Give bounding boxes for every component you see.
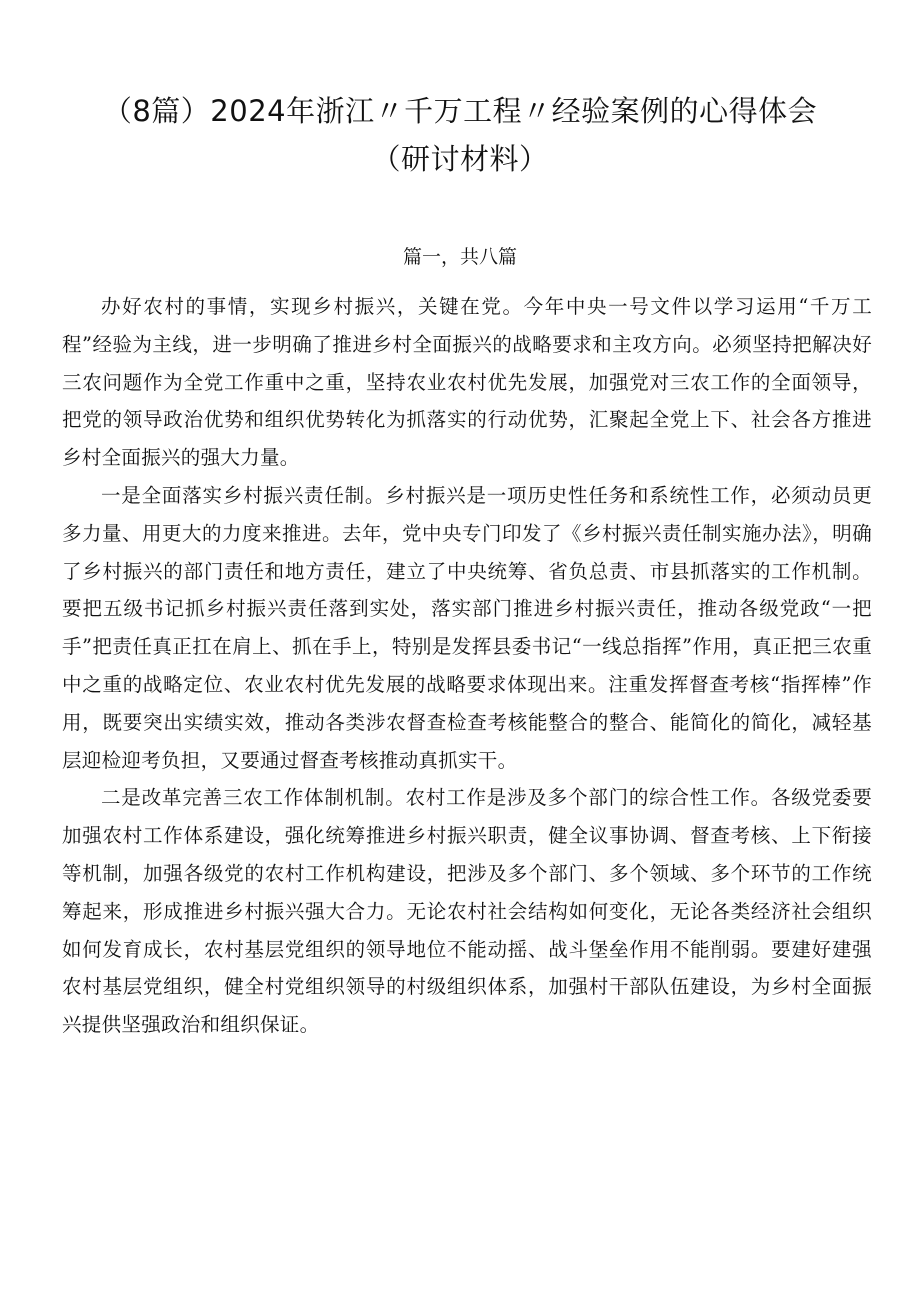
document-title-line2: （研讨材料） — [371, 142, 549, 176]
paragraph-intro: 办好农村的事情，实现乡村振兴，关键在党。今年中央一号文件以学习运用“千万工程”经验为主线，进一步明确了推进乡村全面振兴的战略要求和主攻方向。必须坚持把解决好三农问题作为全党工作重中之重，坚持农业农村优先发展，加强党对三农工作的全面领导，把党的领导政治优势和组织优势转化为抓落实的行动优势，汇聚起全党上下、社会各方推进乡村全面振兴的强大力量。 — [62, 295, 872, 470]
paragraph-point-two: 二是改革完善三农工作体制机制。农村工作是涉及多个部门的综合性工作。各级党委要加强农村工作体系建设，强化统筹推进乡村振兴职责，健全议事协调、督查考核、上下衔接等机制，加强各级党的农村工作机构建设，把涉及多个部门、多个领域、多个环节的工作统筹起来，形成推进乡村振兴强大合力。无论农村社会结构如何变化，无论各类经济社会组织如何发育成长，农村基层党组织的领导地位不能动摇、战斗堡垒作用不能削弱。要建好建强农村基层党组织，健全村党组织领导的村级组织体系，加强村干部队伍建设，为乡村全面振兴提供坚强政治和组织保证。 — [62, 786, 872, 1037]
section-heading: 篇一，共八篇 — [402, 246, 517, 268]
document-body — [62, 288, 872, 1044]
document-title-line1: （8篇）2024年浙江〃千万工程〃经验案例的心得体会 — [102, 94, 818, 128]
paragraph-point-one: 一是全面落实乡村振兴责任制。乡村振兴是一项历史性任务和系统性工作，必须动员更多力量、用更大的力度来推进。去年，党中央专门印发了《乡村振兴责任制实施办法》，明确了乡村振兴的部门责任和地方责任，建立了中央统筹、省负总责、市县抓落实的工作机制。要把五级书记抓乡村振兴责任落到实处，落实部门推进乡村振兴责任，推动各级党政“一把手”把责任真正扛在肩上、抓在手上，特别是发挥县委书记“一线总指挥”作用，真正把三农重中之重的战略定位、农业农村优先发展的战略要求体现出来。注重发挥督查考核“指挥棒”作用，既要突出实绩实效，推动各类涉农督查检查考核能整合的整合、能简化的简化，减轻基层迎检迎考负担，又要通过督查考核推动真抓实干。 — [62, 483, 872, 772]
